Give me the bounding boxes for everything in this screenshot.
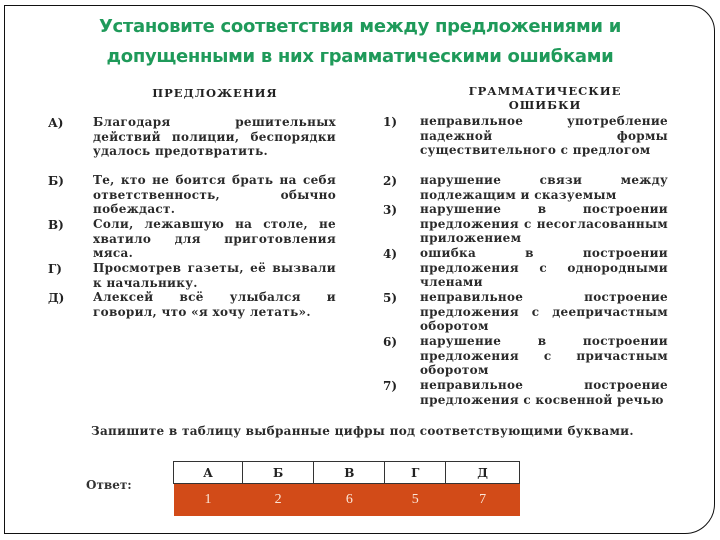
sentence-text: Соли, лежавшую на столе, не хватило для приготовления мяса. bbox=[93, 217, 336, 261]
answer-table bbox=[173, 461, 520, 516]
sentence-label: Б) bbox=[48, 174, 64, 188]
answer-value-cell: 5 bbox=[385, 484, 446, 517]
error-label: 7) bbox=[383, 379, 398, 393]
sentence-text: Алексей всё улыбался и говорил, что «я хочу летать». bbox=[93, 290, 336, 319]
sentences-header: ПРЕДЛОЖЕНИЯ bbox=[152, 86, 278, 100]
title-line-2: допущенными в них грамматическими ошибками bbox=[106, 46, 614, 67]
answer-header-cell: Д bbox=[446, 462, 520, 484]
error-text: нарушение в построении предложения с несогласованным приложением bbox=[420, 202, 668, 246]
answer-header-cell: В bbox=[314, 462, 385, 484]
sentence-label: Г) bbox=[48, 262, 62, 276]
errors-header bbox=[430, 84, 660, 112]
error-text: неправильное построение предложения с косвенной речью bbox=[420, 378, 668, 407]
error-label: 6) bbox=[383, 335, 398, 349]
error-text: неправильное употребление падежной формы существительного с предлогом bbox=[420, 114, 668, 158]
error-label: 2) bbox=[383, 174, 398, 188]
answer-value-cell: 1 bbox=[174, 484, 243, 517]
answer-header-row bbox=[174, 462, 520, 484]
sentence-text: Благодаря решительных действий полиции, беспорядки удалось предотвратить. bbox=[93, 115, 336, 159]
sentence-text: Просмотрев газеты, её вызвали к начальнику. bbox=[93, 261, 336, 290]
slide-title bbox=[60, 12, 660, 72]
answer-value-cell: 2 bbox=[242, 484, 314, 517]
answer-header-cell: А bbox=[174, 462, 243, 484]
answer-header-cell: Г bbox=[385, 462, 446, 484]
answer-value-cell: 7 bbox=[446, 484, 520, 517]
answer-header-cell: Б bbox=[242, 462, 314, 484]
error-text: нарушение в построении предложения с причастным оборотом bbox=[420, 334, 668, 378]
sentence-label: А) bbox=[48, 116, 64, 130]
title-line-1: Установите соответствия между предложениями и bbox=[98, 16, 622, 37]
error-label: 4) bbox=[383, 247, 398, 261]
errors-header-line-2: ОШИБКИ bbox=[508, 98, 582, 112]
answer-value-row bbox=[174, 484, 520, 517]
sentence-text: Те, кто не боится брать на себя ответственность, обычно побеждаст. bbox=[93, 173, 336, 217]
instruction: Запишите в таблицу выбранные цифры под соответствующими буквами. bbox=[91, 424, 634, 438]
errors-header-line-1: ГРАММАТИЧЕСКИЕ bbox=[468, 84, 622, 98]
error-text: нарушение связи между подлежащим и сказуемым bbox=[420, 173, 668, 202]
sentence-label: Д) bbox=[48, 291, 65, 305]
answer-value-cell: 6 bbox=[314, 484, 385, 517]
error-text: неправильное построение предложения с деепричастным оборотом bbox=[420, 290, 668, 334]
error-label: 3) bbox=[383, 203, 398, 217]
answer-label: Ответ: bbox=[86, 478, 132, 492]
error-label: 5) bbox=[383, 291, 398, 305]
sentence-label: В) bbox=[48, 218, 64, 232]
error-label: 1) bbox=[383, 115, 398, 129]
error-text: ошибка в построении предложения с однородными членами bbox=[420, 246, 668, 290]
